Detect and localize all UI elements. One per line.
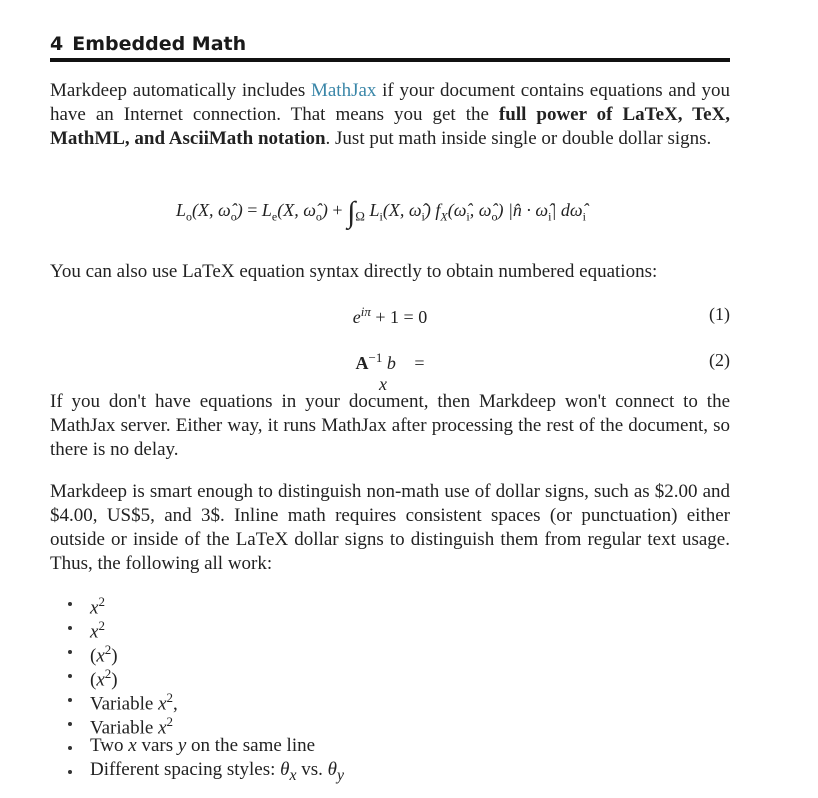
rendering-equation: $L_o(X$, $\omegâ_o) = L_e(X$, $\omegâ_o) + \int_\Omega$ $L_i(X$, $\omegâ_i$) $f_X(\omegâ_i$, $\omegâ_o$) |n̂ · $\omegâ_i|$ $d\omegâ_i$ <box>176 196 586 229</box>
list-item: $x^2$ <box>66 590 344 614</box>
intro-text-2: if your document contains equations and you have an Internet connection. That means you get the <box>50 80 730 125</box>
intro-bold: full power of LaTeX, TeX, MathML, and AsciiMath notation <box>50 104 731 149</box>
numbered-intro: You can also use LaTeX equation syntax directly to obtain numbered equations: <box>50 261 658 282</box>
list-item: Variable $x^2$ <box>66 710 344 734</box>
list-item: Two x vars y on the same line <box>66 734 344 758</box>
equation-tag-1: (1) <box>709 304 730 324</box>
intro-text-3: . Just put math inside single or double dollar signs. <box>325 128 712 149</box>
section-number: 4 <box>50 33 64 55</box>
intro-text-1: Markdeep automatically includes <box>50 80 311 101</box>
dollar-signs-paragraph: Markdeep is smart enough to distinguish non-math use of dollar signs, such as $2.00 and $4.00, US$5, and 3$. Inline math requires consistent spaces (or punctuation) either outside or inside of the LaTeX dollar signs to distinguish them from regular text usage. Thus, the following all work: <box>50 481 730 574</box>
list-item: $(x^2)$ <box>66 638 344 662</box>
no-equations-paragraph: If you don't have equations in your document, then Markdeep won't connect to the MathJax server. Either way, it runs MathJax after processing the rest of the document, so there is no delay. <box>50 391 730 460</box>
list-item: Different spacing styles: $\theta_x$ vs. $\theta_y$ <box>66 758 344 782</box>
list-item: $x^2$ <box>66 614 344 638</box>
list-item: Variable $x^2$, <box>66 686 344 710</box>
intro-paragraph <box>50 79 730 151</box>
list-item: $(x^2)$ <box>66 662 344 686</box>
equation-1 <box>50 304 730 330</box>
equation-tag-2: (2) <box>709 350 730 370</box>
section-title: Embedded Math <box>72 33 247 55</box>
equation-2 <box>50 350 730 394</box>
section-heading <box>50 33 730 62</box>
mathjax-link[interactable]: MathJax <box>310 80 377 101</box>
euler-identity: $e^{i\pi} + 1 = 0$ <box>352 304 428 327</box>
matrix-equation: $A^{-1}$ b⃗ = x⃗ <box>355 350 425 394</box>
inline-math-list <box>66 590 344 782</box>
